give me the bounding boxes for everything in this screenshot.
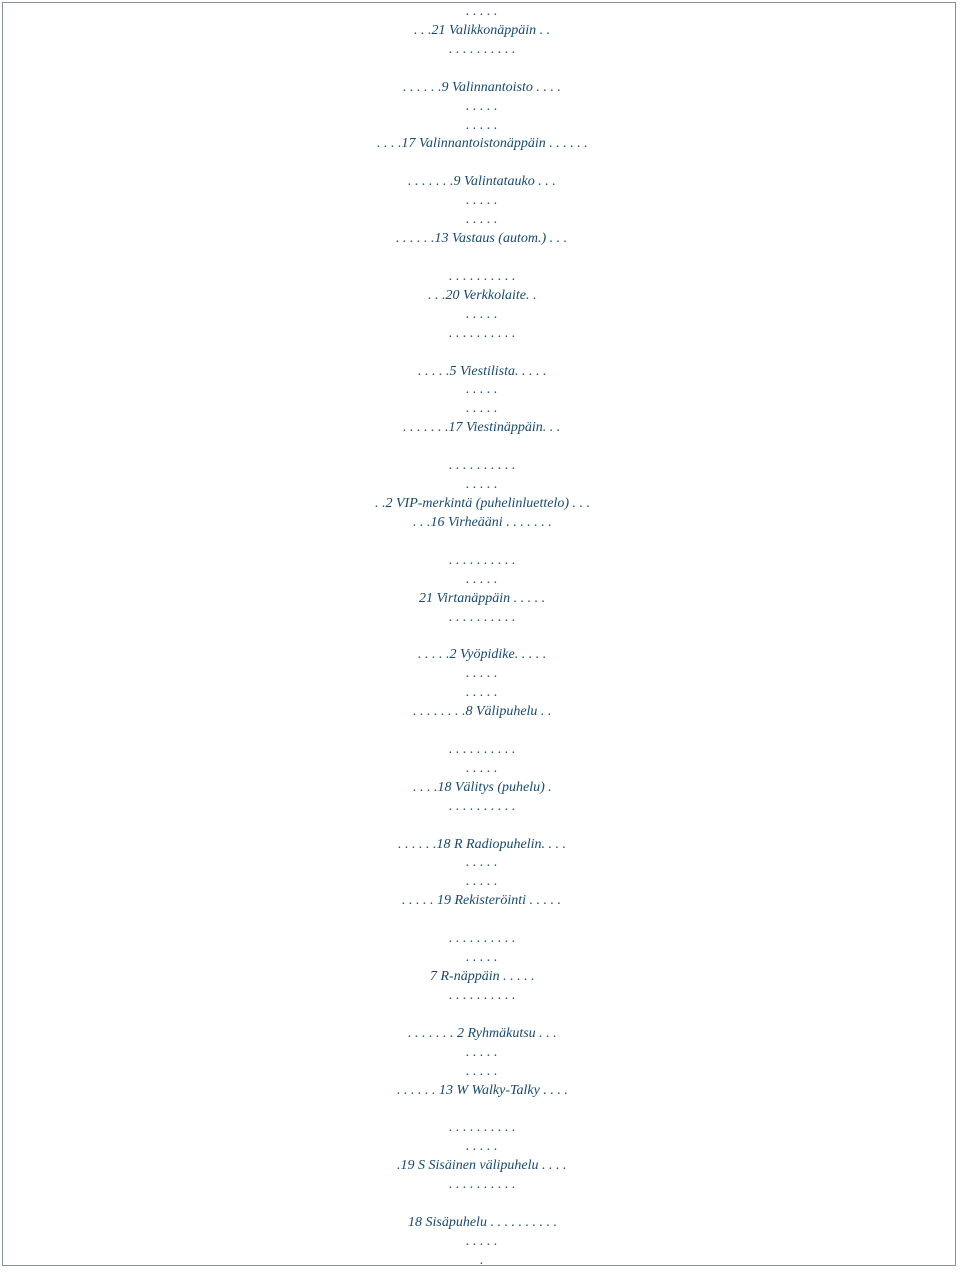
- index-line-text: .19 S Sisäinen välipuhelu . . . .: [397, 1158, 567, 1174]
- index-line: [3, 646, 957, 665]
- index-line-text: 18 Sisäpuhelu . . . . . . . . . .: [408, 1215, 557, 1230]
- index-line-text: . . . . . . . . . .: [449, 458, 516, 474]
- index-line: [3, 381, 957, 400]
- index-line-text: . . . . .5 Viestilista. . . . .: [418, 363, 547, 379]
- index-line-text: . . . . . . . .8 Välipuhelu . .: [413, 704, 552, 720]
- index-line: [3, 60, 957, 79]
- index-line: [3, 22, 957, 41]
- index-line-text: . . .16 Virheääni . . . . . . .: [413, 514, 552, 530]
- index-line-text: . . . . .: [466, 98, 498, 114]
- index-line: [3, 684, 957, 703]
- index-line-text: . . . . . . . 2 Ryhmäkutsu . . .: [408, 1025, 557, 1041]
- index-line-text: . . . . . . . . . .: [449, 609, 516, 625]
- index-line-text: . . . .18 Välitys (puhelu) .: [413, 779, 552, 795]
- index-line-text: . . . . . . . . . .: [449, 325, 516, 341]
- index-line: [3, 419, 957, 438]
- index-text-block: [3, 3, 957, 1271]
- index-line-text: . . . . .: [466, 193, 498, 209]
- index-line: [3, 609, 957, 628]
- index-line: [3, 98, 957, 117]
- index-line: [3, 911, 957, 930]
- index-line: [3, 533, 957, 552]
- index-line-text: . .2 VIP-merkintä (puhelinluettelo) . . .: [375, 495, 590, 511]
- index-line: [3, 117, 957, 136]
- index-line: [3, 987, 957, 1006]
- index-line: [3, 1044, 957, 1063]
- index-line-text: . . . . .: [466, 1233, 498, 1249]
- index-line: [3, 854, 957, 873]
- index-line: [3, 873, 957, 892]
- index-line-text: . . .20 Verkkolaite. .: [428, 287, 537, 303]
- index-line: [3, 1252, 957, 1271]
- index-line-text: . . . . . . .9 Valintatauko . . .: [408, 174, 556, 190]
- index-line-text: . . . . .: [466, 666, 498, 682]
- index-line: [3, 457, 957, 476]
- index-line: [3, 230, 957, 249]
- index-line: [3, 287, 957, 306]
- index-line-text: 21 Virtanäppäin . . . . .: [419, 590, 546, 606]
- index-line-text: . . . . . .9 Valinnantoisto . . . .: [403, 79, 561, 95]
- index-line-text: . . . . . . . . . .: [449, 268, 516, 284]
- index-line-text: . . . . . . . . . .: [449, 1120, 516, 1136]
- index-line: [3, 400, 957, 419]
- index-line: [3, 1082, 957, 1101]
- index-line-text: . . . . .: [466, 117, 498, 133]
- index-line-text: . . . . .: [466, 477, 498, 493]
- index-line: [3, 135, 957, 154]
- index-line-text: . . . . . . 13 W Walky-Talky . . . .: [397, 1082, 568, 1098]
- index-line-text: . . . . . . . . . .: [449, 1177, 516, 1193]
- index-line: [3, 760, 957, 779]
- index-line-text: . . . . . . . . . .: [449, 931, 516, 947]
- index-line: [3, 1195, 957, 1214]
- index-line-text: . . . . .: [466, 306, 498, 322]
- index-line-text: . . . . .: [466, 685, 498, 701]
- index-line: [3, 703, 957, 722]
- index-line: [3, 438, 957, 457]
- index-line-text: 7 R-näppäin . . . . .: [430, 969, 535, 985]
- index-line: [3, 798, 957, 817]
- index-line-text: . . . . .: [466, 1044, 498, 1060]
- index-line: [3, 3, 957, 22]
- index-line: [3, 306, 957, 325]
- index-line: [3, 1100, 957, 1119]
- index-line-text: . . . . .: [466, 874, 498, 890]
- index-line: [3, 249, 957, 268]
- index-line: [3, 211, 957, 230]
- index-line: [3, 192, 957, 211]
- index-line: [3, 1025, 957, 1044]
- index-line-text: . . . . . . . . . .: [449, 798, 516, 814]
- index-line: [3, 268, 957, 287]
- index-line: [3, 722, 957, 741]
- index-line-text: . . . . .: [466, 382, 498, 398]
- index-line-text: . . . . .: [466, 4, 498, 19]
- index-line: [3, 344, 957, 363]
- index-line: [3, 627, 957, 646]
- index-line: [3, 741, 957, 760]
- index-line-text: . . . . . . . . . .: [449, 41, 516, 57]
- index-line-text: . . .21 Valikkonäppäin . .: [414, 22, 551, 38]
- index-line: [3, 1119, 957, 1138]
- index-line-text: . . . . .: [466, 950, 498, 966]
- index-line: [3, 363, 957, 382]
- index-line-text: .: [480, 1252, 484, 1268]
- index-line: [3, 514, 957, 533]
- index-line-text: . . . .17 Valinnantoistonäppäin . . . . . .: [377, 136, 588, 152]
- index-line-text: . . . . . . . . . .: [449, 552, 516, 568]
- index-line: [3, 949, 957, 968]
- index-line: [3, 779, 957, 798]
- index-line: [3, 325, 957, 344]
- index-line-text: . . . . .: [466, 212, 498, 228]
- index-line-text: . . . . .: [466, 1063, 498, 1079]
- index-line: [3, 495, 957, 514]
- index-line: [3, 1138, 957, 1157]
- index-line: [3, 1214, 957, 1233]
- index-line: [3, 817, 957, 836]
- document-page: [2, 2, 956, 1266]
- index-line-text: . . . . . . . . . .: [449, 741, 516, 757]
- index-line-text: . . . . . . .17 Viestinäppäin. . .: [403, 420, 561, 436]
- index-line: [3, 41, 957, 60]
- index-line: [3, 1063, 957, 1082]
- index-line-text: . . . . .2 Vyöpidike. . . . .: [418, 647, 547, 663]
- index-line: [3, 173, 957, 192]
- index-line-text: . . . . . .13 Vastaus (autom.) . . .: [396, 231, 568, 247]
- index-line: [3, 1176, 957, 1195]
- index-line-text: . . . . . 19 Rekisteröinti . . . . .: [402, 893, 562, 909]
- index-line-text: . . . . .: [466, 571, 498, 587]
- index-line-text: . . . . . .18 R Radiopuhelin. . . .: [398, 836, 566, 852]
- index-line: [3, 1157, 957, 1176]
- index-line-text: . . . . .: [466, 855, 498, 871]
- index-line: [3, 476, 957, 495]
- index-line-text: . . . . . . . . . .: [449, 987, 516, 1003]
- index-line-text: . . . . .: [466, 760, 498, 776]
- index-line-text: . . . . .: [466, 1139, 498, 1155]
- index-line-text: . . . . .: [466, 401, 498, 417]
- index-line: [3, 892, 957, 911]
- index-line: [3, 552, 957, 571]
- index-line: [3, 930, 957, 949]
- index-line: [3, 1233, 957, 1252]
- index-line: [3, 968, 957, 987]
- index-line: [3, 154, 957, 173]
- index-line: [3, 590, 957, 609]
- index-line: [3, 1006, 957, 1025]
- index-line: [3, 571, 957, 590]
- index-line: [3, 79, 957, 98]
- index-line: [3, 836, 957, 855]
- index-line: [3, 665, 957, 684]
